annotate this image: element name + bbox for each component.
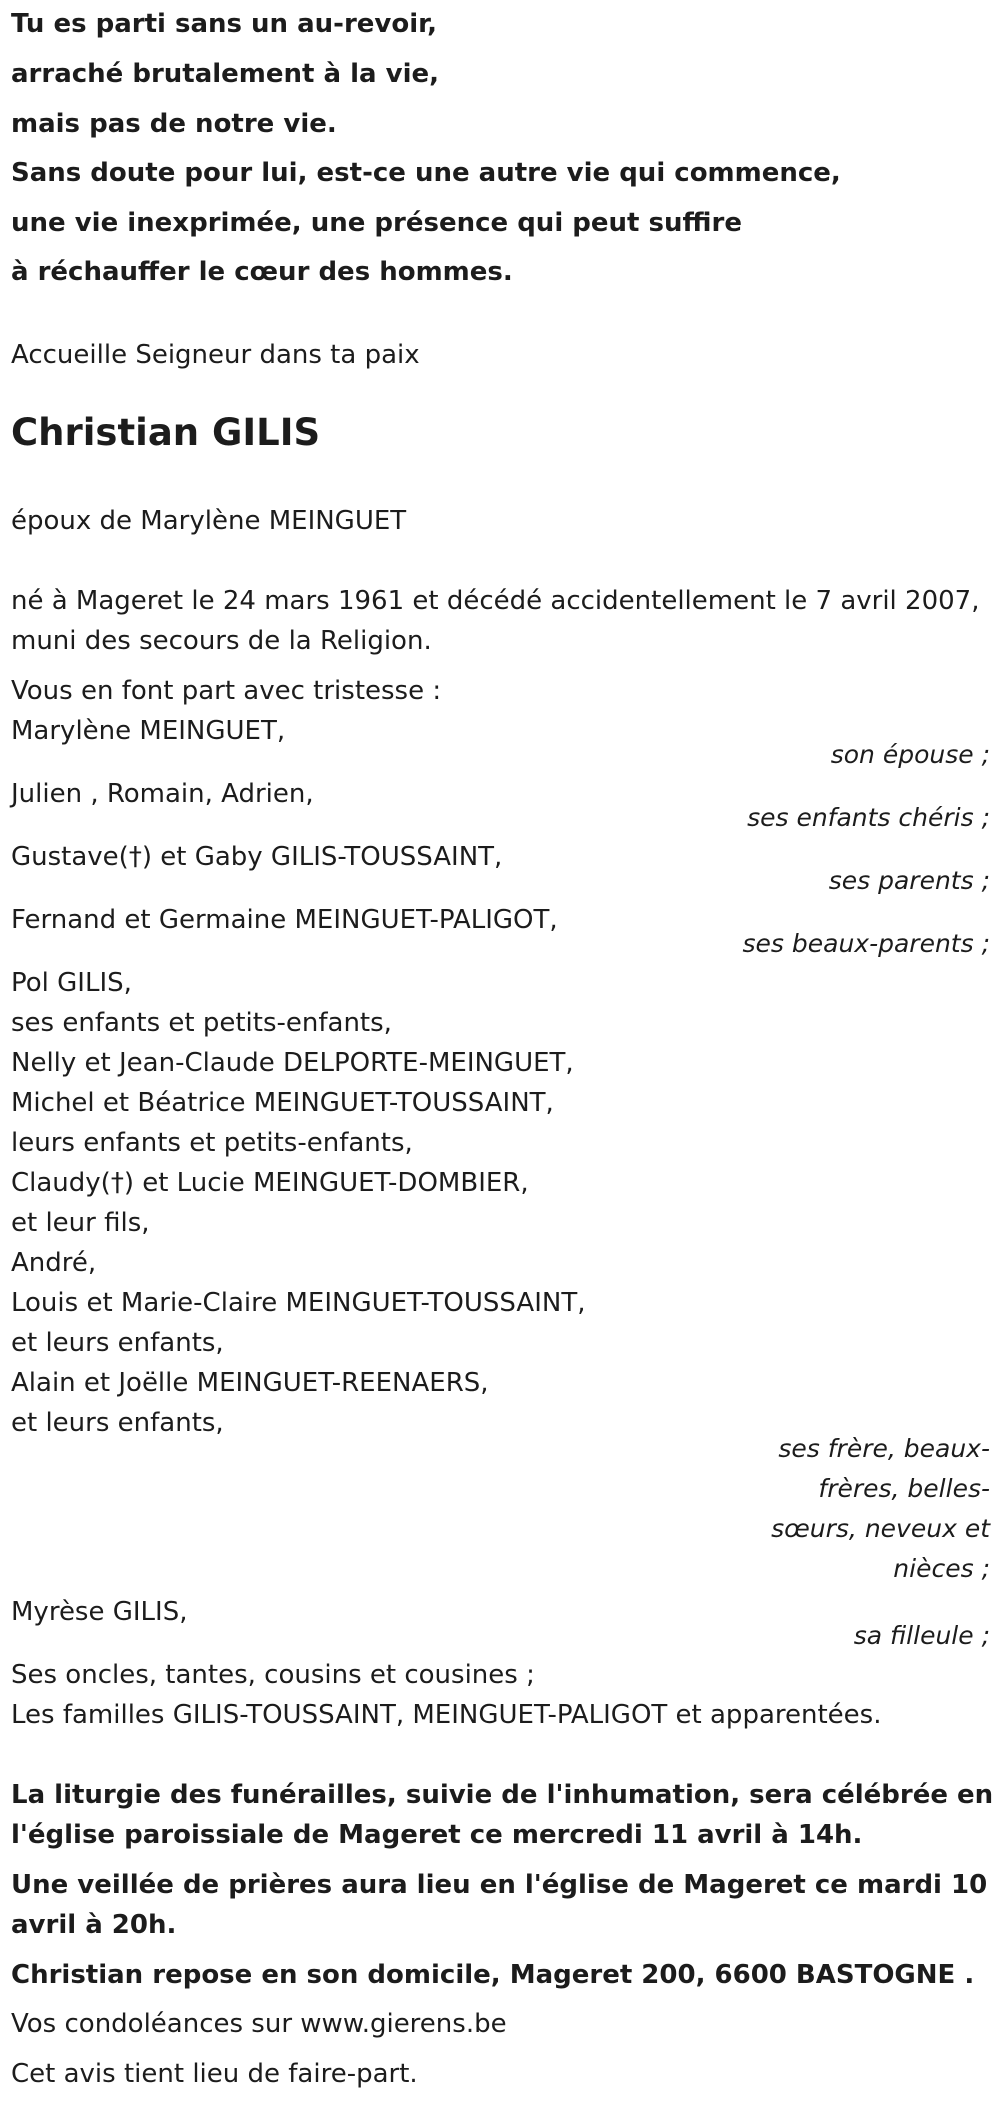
funeral-line: l'église paroissiale de Mageret ce mercredi 11 avril à 14h. <box>11 1820 863 1850</box>
poem-line: Sans doute pour lui, est-ce une autre vie qui commence, <box>11 158 841 188</box>
relation-label: ses parents ; <box>828 866 990 895</box>
family-sibling-line: André, <box>11 1248 97 1278</box>
family-parents: Gustave(†) et Gaby GILIS-TOUSSAINT, <box>11 842 503 872</box>
prayer-line: Accueille Seigneur dans ta paix <box>11 340 420 370</box>
relation-label: ses beaux-parents ; <box>742 929 990 958</box>
rest-line: Christian repose en son domicile, Mageret 200, 6600 BASTOGNE . <box>11 1960 975 1990</box>
family-sibling-line: Claudy(†) et Lucie MEINGUET-DOMBIER, <box>11 1168 529 1198</box>
family-goddaughter: Myrèse GILIS, <box>11 1597 188 1627</box>
family-sibling-line: et leurs enfants, <box>11 1408 224 1438</box>
relation-label: sa filleule ; <box>853 1621 990 1650</box>
poem-line: arraché brutalement à la vie, <box>11 59 439 89</box>
family-sibling-line: Nelly et Jean-Claude DELPORTE-MEINGUET, <box>11 1048 574 1078</box>
poem-line: à réchauffer le cœur des hommes. <box>11 257 513 287</box>
poem-line: mais pas de notre vie. <box>11 109 337 139</box>
family-households: Les familles GILIS-TOUSSAINT, MEINGUET-PALIGOT et apparentées. <box>11 1700 882 1730</box>
family-sibling-line: Alain et Joëlle MEINGUET-REENAERS, <box>11 1368 489 1398</box>
vigil-line: avril à 20h. <box>11 1910 177 1940</box>
relation-label: son épouse ; <box>830 740 990 769</box>
family-sibling-line: ses enfants et petits-enfants, <box>11 1008 392 1038</box>
announce-intro: Vous en font part avec tristesse : <box>11 676 442 706</box>
notice-line: Cet avis tient lieu de faire-part. <box>11 2059 418 2089</box>
family-sibling-line: et leurs enfants, <box>11 1328 224 1358</box>
family-sibling-line: et leur fils, <box>11 1208 150 1238</box>
vigil-line: Une veillée de prières aura lieu en l'église de Mageret ce mardi 10 <box>11 1870 988 1900</box>
relation-label: sœurs, neveux et <box>771 1514 990 1543</box>
family-in-laws: Fernand et Germaine MEINGUET-PALIGOT, <box>11 905 558 935</box>
condolences-line: Vos condoléances sur www.gierens.be <box>11 2009 507 2039</box>
funeral-line: La liturgie des funérailles, suivie de l'inhumation, sera célébrée en <box>11 1780 994 1810</box>
relation-label: frères, belles- <box>818 1474 990 1503</box>
birth-death-line: muni des secours de la Religion. <box>11 626 432 656</box>
family-sibling-line: Michel et Béatrice MEINGUET-TOUSSAINT, <box>11 1088 554 1118</box>
poem-line: une vie inexprimée, une présence qui peut suffire <box>11 208 742 238</box>
relation-label: ses enfants chéris ; <box>747 803 990 832</box>
birth-death-line: né à Mageret le 24 mars 1961 et décédé accidentellement le 7 avril 2007, <box>11 586 980 616</box>
poem-line: Tu es parti sans un au-revoir, <box>11 9 438 39</box>
relation-label: ses frère, beaux- <box>778 1434 990 1463</box>
family-extended: Ses oncles, tantes, cousins et cousines ; <box>11 1660 535 1690</box>
spouse-line: époux de Marylène MEINGUET <box>11 506 407 536</box>
family-children: Julien , Romain, Adrien, <box>11 779 314 809</box>
family-spouse: Marylène MEINGUET, <box>11 716 286 746</box>
family-sibling-line: Pol GILIS, <box>11 968 132 998</box>
family-sibling-line: leurs enfants et petits-enfants, <box>11 1128 413 1158</box>
family-sibling-line: Louis et Marie-Claire MEINGUET-TOUSSAINT, <box>11 1288 586 1318</box>
deceased-name: Christian GILIS <box>11 411 321 454</box>
relation-label: nièces ; <box>893 1554 990 1583</box>
